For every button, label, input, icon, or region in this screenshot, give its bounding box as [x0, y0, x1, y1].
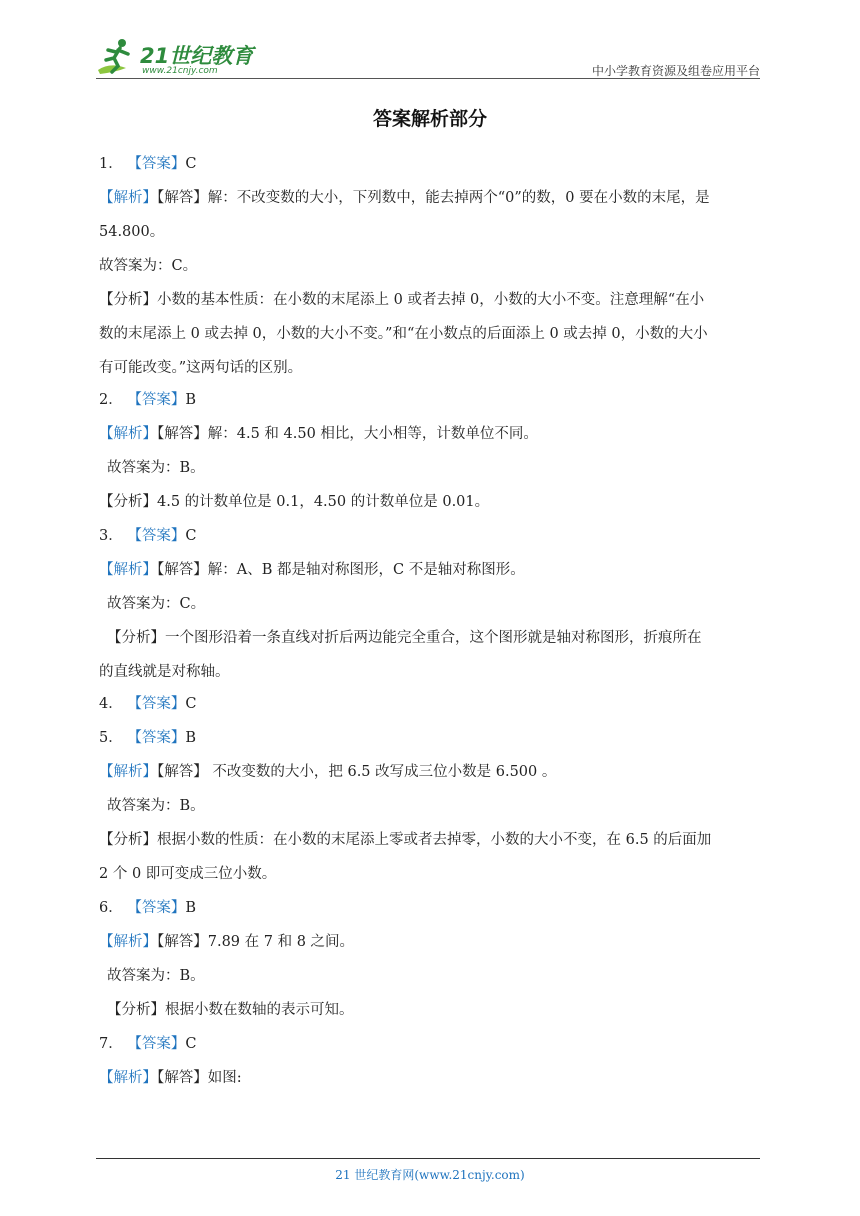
page-title: 答案解析部分 — [372, 108, 487, 130]
question-number: 1． — [99, 156, 128, 172]
line-text: 【分析】一个图形沿着一条直线对折后两边能完全重合，这个图形就是轴对称图形，折痕所在 — [107, 630, 702, 646]
line-text: C — [185, 696, 197, 712]
text-line — [99, 186, 763, 207]
logo-text: 21世纪教育 — [140, 44, 254, 68]
question-number: 3． — [99, 528, 128, 544]
line-text: 数的末尾添上 0 或去掉 0，小数的大小不变。”和“在小数点的后面添上 0 或去掉 0，小数的大小 — [99, 326, 708, 342]
text-line — [99, 828, 763, 849]
footer-text: 21 世纪教育网(www.21cnjy.com) — [335, 1168, 525, 1182]
text-line — [99, 964, 771, 985]
platform-name: 中小学教育资源及组卷应用平台 — [591, 64, 760, 78]
text-line — [99, 660, 763, 681]
text-line — [99, 322, 763, 343]
answer-line — [99, 896, 763, 917]
answer-line — [99, 152, 763, 173]
question-number: 2． — [99, 392, 128, 408]
line-text: 【分析】小数的基本性质：在小数的末尾添上 0 或者去掉 0，小数的大小不变。注意理解“在小 — [99, 292, 705, 308]
footer-divider — [96, 1158, 760, 1159]
question-number: 7． — [99, 1036, 128, 1052]
line-text: 的直线就是对称轴。 — [99, 664, 230, 680]
analysis-tag: 【解析】 — [99, 190, 157, 206]
answer-line — [99, 726, 763, 747]
line-text: 【解答】解：4.5 和 4.50 相比，大小相等，计数单位不同。 — [157, 426, 538, 442]
question-number: 4． — [99, 696, 128, 712]
text-line — [99, 356, 763, 377]
line-text: 故答案为：B。 — [107, 798, 205, 814]
line-text: B — [185, 900, 196, 916]
line-text: 【解答】 不改变数的大小，把 6.5 改写成三位小数是 6.500 。 — [157, 764, 557, 780]
line-text: 【分析】根据小数在数轴的表示可知。 — [107, 1002, 354, 1018]
question-number: 6． — [99, 900, 128, 916]
text-line — [99, 626, 771, 647]
text-line — [99, 288, 763, 309]
text-line — [99, 862, 763, 883]
line-text: 54.800。 — [99, 224, 165, 240]
text-line — [99, 1066, 763, 1087]
runner-logo-icon — [96, 36, 140, 76]
line-text: 故答案为：C。 — [99, 258, 198, 274]
line-text: C — [185, 528, 197, 544]
answer-tag: 【答案】 — [127, 156, 186, 172]
text-line — [99, 998, 771, 1019]
answer-line — [99, 388, 763, 409]
line-text: 【解答】解：A、B 都是轴对称图形，C 不是轴对称图形。 — [157, 562, 525, 578]
line-text: B — [185, 730, 196, 746]
line-text: C — [185, 156, 197, 172]
answer-tag: 【答案】 — [127, 696, 186, 712]
text-line — [99, 558, 763, 579]
analysis-tag: 【解析】 — [99, 562, 157, 578]
page-header — [96, 30, 760, 80]
text-line — [99, 760, 763, 781]
line-text: 有可能改变。”这两句话的区别。 — [99, 360, 303, 376]
text-line — [99, 220, 763, 241]
answer-tag: 【答案】 — [127, 730, 186, 746]
line-text: 2 个 0 即可变成三位小数。 — [99, 866, 277, 882]
text-line — [99, 794, 771, 815]
answer-line — [99, 524, 763, 545]
header-divider — [96, 78, 760, 79]
line-text: B — [185, 392, 196, 408]
line-text: 【解答】解：不改变数的大小，下列数中，能去掉两个“0”的数，0 要在小数的末尾，是 — [157, 190, 710, 206]
answer-line — [99, 1032, 763, 1053]
analysis-tag: 【解析】 — [99, 764, 157, 780]
line-text: 故答案为：C。 — [107, 596, 206, 612]
text-line — [99, 592, 771, 613]
answer-line — [99, 692, 763, 713]
line-text: 【解答】如图: — [157, 1070, 242, 1086]
line-text: C — [185, 1036, 197, 1052]
line-text: 【解答】7.89 在 7 和 8 之间。 — [157, 934, 355, 950]
answer-tag: 【答案】 — [127, 392, 186, 408]
line-text: 【分析】根据小数的性质：在小数的末尾添上零或者去掉零，小数的大小不变，在 6.5 的后面加 — [99, 832, 712, 848]
text-line — [99, 490, 763, 511]
analysis-tag: 【解析】 — [99, 426, 157, 442]
line-text: 【分析】4.5 的计数单位是 0.1，4.50 的计数单位是 0.01。 — [99, 494, 490, 510]
line-text: 故答案为：B。 — [107, 968, 205, 984]
text-line — [99, 422, 763, 443]
text-line — [99, 254, 763, 275]
logo — [96, 36, 266, 76]
logo-url: www.21cnjy.com — [142, 66, 218, 76]
analysis-tag: 【解析】 — [99, 1070, 157, 1086]
answer-tag: 【答案】 — [127, 528, 186, 544]
analysis-tag: 【解析】 — [99, 934, 157, 950]
text-line — [99, 456, 771, 477]
line-text: 故答案为：B。 — [107, 460, 205, 476]
text-line — [99, 930, 763, 951]
answer-tag: 【答案】 — [127, 1036, 186, 1052]
question-number: 5． — [99, 730, 128, 746]
answer-tag: 【答案】 — [127, 900, 186, 916]
